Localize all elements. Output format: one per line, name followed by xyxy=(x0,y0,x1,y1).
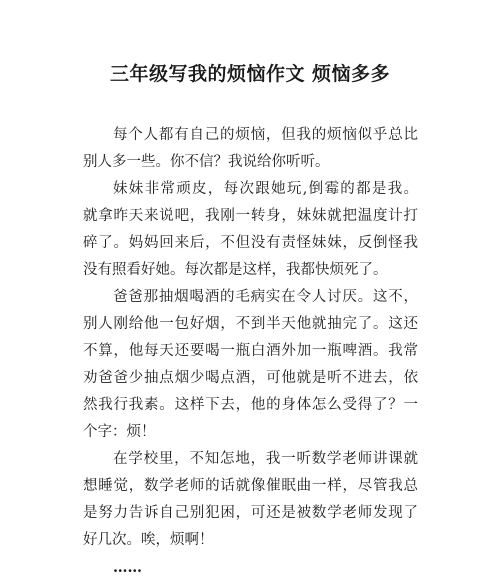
paragraph-line: 别人多一些。你不信？我说给你听听。 xyxy=(83,154,330,170)
paragraph-line: 就拿昨天来说吧，我刚一转身，妹妹就把温度计打 xyxy=(83,208,418,224)
paragraph-line: 劝爸爸少抽点烟少喝点酒，可他就是听不进去，依 xyxy=(83,370,418,386)
paragraph-line: 别人刚给他一包好烟，不到半天他就抽完了。这还 xyxy=(83,316,418,332)
ellipsis-line: …… xyxy=(113,559,142,576)
paragraph-line: 碎了。妈妈回来后，不但没有责怪妹妹，反倒怪我 xyxy=(83,235,418,251)
document-body xyxy=(83,122,418,581)
paragraph-line: 每个人都有自己的烦恼，但我的烦恼似乎总比 xyxy=(113,127,418,143)
paragraph-line: 在学校里，不知怎地，我一听数学老师讲课就 xyxy=(113,451,418,467)
paragraph-line: 爸爸那抽烟喝酒的毛病实在令人讨厌。这不， xyxy=(113,289,418,305)
paragraph-line: 是努力告诉自己别犯困，可还是被数学老师发现了 xyxy=(83,505,418,521)
paragraph-line: 然我行我素。这样下去，他的身体怎么受得了？一 xyxy=(83,397,418,413)
paragraph-line: 没有照看好她。每次都是这样，我都快烦死了。 xyxy=(83,262,388,278)
paragraph-line: 好几次。唉，烦啊！ xyxy=(83,532,214,548)
paragraph-line: 不算，他每天还要喝一瓶白酒外加一瓶啤酒。我常 xyxy=(83,343,418,359)
paragraph-line: 个字：烦！ xyxy=(83,424,156,440)
document-title: 三年级写我的烦恼作文 烦恼多多 xyxy=(109,63,391,85)
paragraph-line: 妹妹非常顽皮，每次跟她玩,倒霉的都是我。 xyxy=(113,181,418,197)
paragraph-line: 想睡觉，数学老师的话就像催眠曲一样，尽管我总 xyxy=(83,478,418,494)
